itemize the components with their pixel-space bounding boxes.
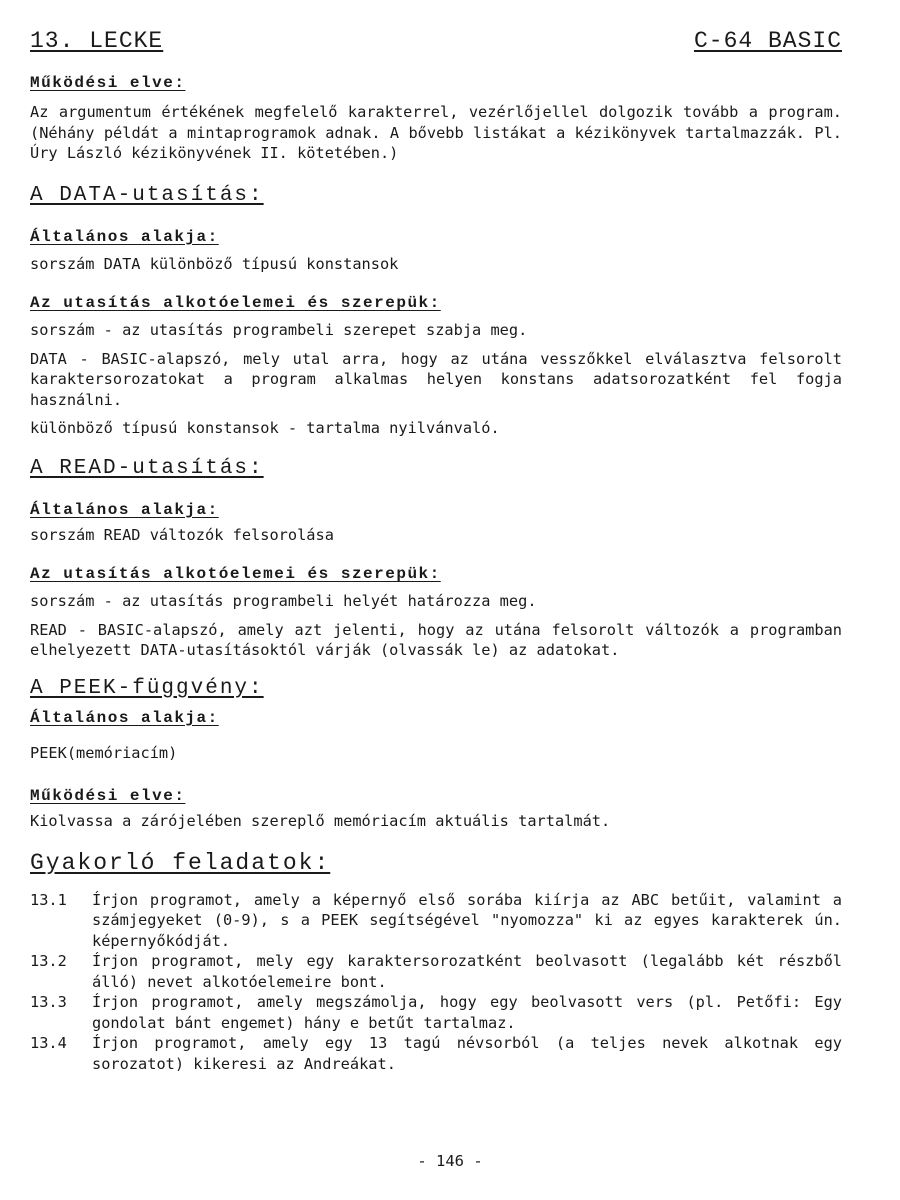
exercise-text: Írjon programot, mely egy karaktersorozatként beolvasott (legalább két részből álló) nevet alkotóelemeire bont. xyxy=(92,952,842,991)
data-element-item: sorszám - az utasítás programbeli szerepet szabja meg. xyxy=(30,321,528,339)
exercise-number: 13.4 xyxy=(30,1034,67,1052)
data-element-item: különböző típusú konstansok - tartalma nyilvánvaló. xyxy=(30,419,500,437)
read-section-title: A READ-utasítás: xyxy=(30,456,264,480)
exercises-title: Gyakorló feladatok: xyxy=(30,849,331,876)
read-general-text: sorszám READ változók felsorolása xyxy=(30,525,334,544)
exercise-text: Írjon programot, amely egy 13 tagú névsorból (a teljes nevek alkotnak egy sorozatot) kikeresi az Andreákat. xyxy=(92,1034,842,1073)
data-element-item: DATA - BASIC-alapszó, mely utal arra, hogy az utána vesszőkkel elválasztva felsorolt karaktersorozatokat a program alkalmas helyen konstans adatsorozatként fel fogja használni. xyxy=(30,349,842,409)
data-general-heading: Általános alakja: xyxy=(30,227,219,246)
exercise-item xyxy=(30,890,842,952)
page xyxy=(30,28,842,1074)
peek-principle-heading: Működési elve: xyxy=(30,787,186,805)
read-element-item: READ - BASIC-alapszó, amely azt jelenti, hogy az utána felsorolt változók a programban elhelyezett DATA-utasításoktól várják (olvassák le) az adatokat. xyxy=(30,620,842,659)
book-title: C-64 BASIC xyxy=(693,28,842,54)
data-section-title: A DATA-utasítás: xyxy=(30,183,264,207)
exercise-number: 13.1 xyxy=(30,890,67,909)
read-elements-heading: Az utasítás alkotóelemei és szerepük: xyxy=(30,565,441,583)
exercise-number: 13.2 xyxy=(30,952,67,970)
peek-general-heading: Általános alakja: xyxy=(30,708,219,727)
exercise-item xyxy=(30,951,842,992)
page-number: - 146 - xyxy=(417,1152,483,1170)
peek-section-title: A PEEK-függvény: xyxy=(30,676,264,700)
read-general-heading: Általános alakja: xyxy=(30,500,219,519)
exercise-text: Írjon programot, amely megszámolja, hogy egy beolvasott vers (pl. Petőfi: Egy gondolat bánt engemet) hány e betűt tartalmaz. xyxy=(92,993,842,1032)
peek-principle-text: Kiolvassa a zárójelében szereplő memóriacím aktuális tartalmát. xyxy=(30,812,611,830)
page-header xyxy=(30,28,842,58)
exercise-number: 13.3 xyxy=(30,993,67,1011)
intro-heading: Működési elve: xyxy=(30,74,186,92)
data-general-text: sorszám DATA különböző típusú konstansok xyxy=(30,254,399,273)
peek-general-text: PEEK(memóriacím) xyxy=(30,743,178,762)
exercise-text: Írjon programot, amely a képernyő első sorába kiírja az ABC betűit, valamint a számjegyeket (0-9), s a PEEK segítségével "nyomozza" ki az egyes karakterek ún. képernyőkódját. xyxy=(92,890,842,950)
lesson-title: 13. LECKE xyxy=(30,28,164,54)
exercise-item xyxy=(30,1033,842,1074)
read-element-item: sorszám - az utasítás programbeli helyét határozza meg. xyxy=(30,592,537,610)
data-elements-heading: Az utasítás alkotóelemei és szerepük: xyxy=(30,294,441,312)
exercise-item xyxy=(30,992,842,1033)
intro-text: Az argumentum értékének megfelelő karakterrel, vezérlőjellel dolgozik tovább a program. (Néhány példát a mintaprogramok adnak. A bővebb listákat a kézikönyvek tartalmazzák. Pl. Úry László kézikönyvének II. kötetében.) xyxy=(30,103,842,162)
